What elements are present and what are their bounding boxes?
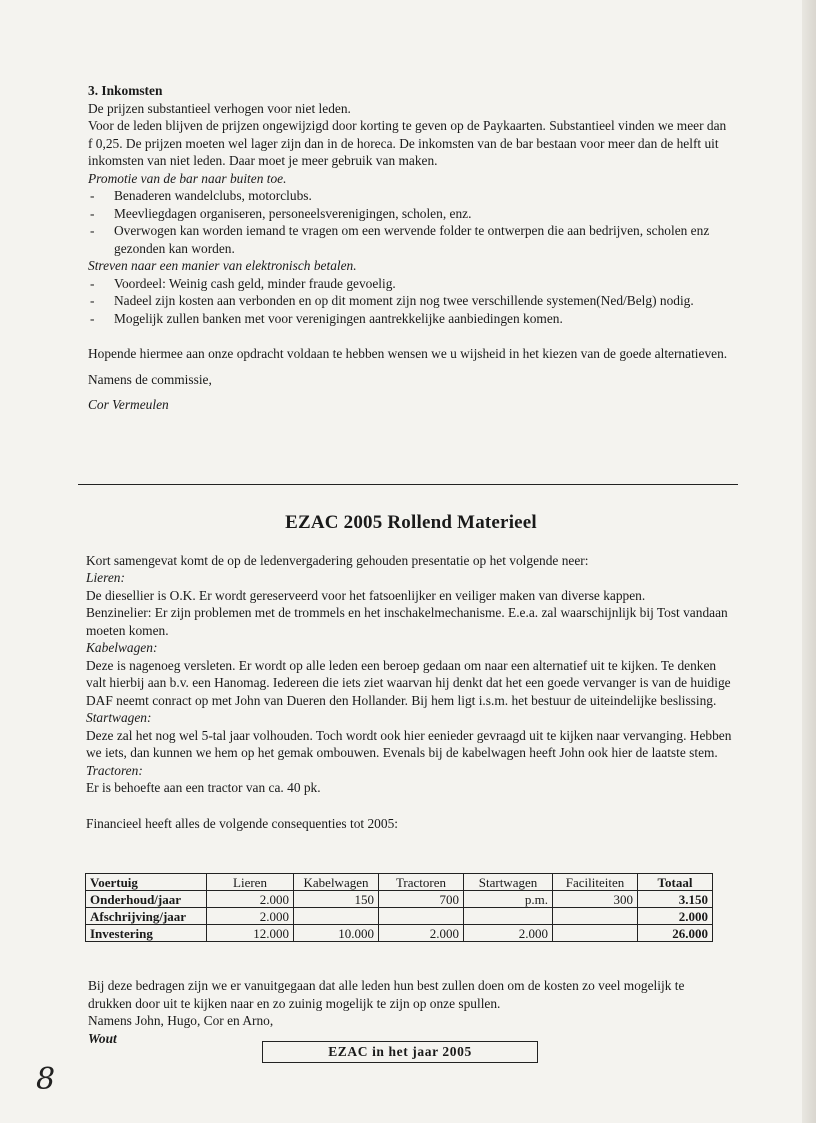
- financial-table: [85, 873, 713, 942]
- subheading-lieren: Lieren:: [86, 570, 125, 585]
- table-cell: [379, 908, 464, 925]
- section-heading: 3. Inkomsten: [88, 83, 163, 98]
- author: Wout: [88, 1030, 117, 1046]
- table-row: [86, 891, 713, 908]
- table-header-row: [86, 874, 713, 891]
- promo-list: [88, 187, 728, 257]
- column-header: Faciliteiten: [553, 874, 638, 891]
- list-item: - Meevliegdagen organiseren, personeelsverenigingen, scholen, enz.: [88, 205, 728, 223]
- table-cell: p.m.: [464, 891, 553, 908]
- financial-intro: Financieel heeft alles de volgende consequenties tot 2005:: [86, 815, 398, 831]
- table-cell: 2.000: [464, 925, 553, 942]
- column-header: Lieren: [207, 874, 294, 891]
- article-title: EZAC 2005 Rollend Materieel: [285, 512, 537, 533]
- closing-section: [88, 977, 728, 1047]
- table-cell: [553, 908, 638, 925]
- table-cell: Investering: [86, 925, 207, 942]
- list-item: - Overwogen kan worden iemand te vragen om een wervende folder te ontwerpen die aan bedrijven, scholen enz gezonden kan worden.: [88, 222, 728, 257]
- table-row: [86, 925, 713, 942]
- paragraph: Deze zal het nog wel 5-tal jaar volhouden. Toch wordt ook hier eenieder gevraagd uit te kijken naar vervanging. Hebben we iets, dan kunnen we hem op het gemak ombouwen. Evenals bij de kabelwagen heeft John ook hier de laatste stem.: [86, 727, 732, 760]
- names-line: Namens John, Hugo, Cor en Arno,: [88, 1013, 274, 1028]
- list-item: - Voordeel: Weinig cash geld, minder fraude gevoelig.: [88, 275, 728, 293]
- paragraph: Deze is nagenoeg versleten. Er wordt op alle leden een beroep gedaan om naar een alternatief uit te kijken. Te denken valt hierbij aan b.v. een Hanomag. Iedereen die iets ziet waarvan hij denkt dat het een goede vervanger is van de huidige DAF neemt conract op met John van Dueren den Hollander. Bij hem ligt i.s.m. het bestuur de uiteindelijke beslissing.: [86, 657, 731, 708]
- table-cell: 150: [294, 891, 379, 908]
- electronic-list: [88, 275, 728, 328]
- table-cell: Afschrijving/jaar: [86, 908, 207, 925]
- list-item: - Nadeel zijn kosten aan verbonden en op dit moment zijn nog twee verschillende systemen(Ned/Belg) nodig.: [88, 292, 728, 310]
- table-cell: 2.000: [379, 925, 464, 942]
- section-rollend-materieel: [86, 514, 736, 832]
- subheading-promotie: Promotie van de bar naar buiten toe.: [88, 170, 287, 186]
- column-header: Totaal: [638, 874, 713, 891]
- table-cell: 2.000: [207, 891, 294, 908]
- table-cell: 700: [379, 891, 464, 908]
- list-item: - Mogelijk zullen banken met voor verenigingen aantrekkelijke aanbiedingen komen.: [88, 310, 728, 328]
- table-cell: [464, 908, 553, 925]
- table-cell: [553, 925, 638, 942]
- column-header: Startwagen: [464, 874, 553, 891]
- section-inkomsten: [88, 82, 728, 414]
- paragraph: De prijzen substantieel verhogen voor niet leden.: [88, 100, 351, 116]
- paragraph: De diesellier is O.K. Er wordt gereserveerd voor het fatsoenlijker en veiliger maken van diverse kappen.: [86, 587, 646, 603]
- table-cell: Onderhoud/jaar: [86, 891, 207, 908]
- table-cell: 10.000: [294, 925, 379, 942]
- subheading-kabelwagen: Kabelwagen:: [86, 640, 158, 655]
- column-header: Voertuig: [86, 874, 207, 891]
- subheading-startwagen: Startwagen:: [86, 710, 152, 725]
- table-cell: [294, 908, 379, 925]
- table-cell: 2.000: [207, 908, 294, 925]
- paragraph: Benzinelier: Er zijn problemen met de trommels en het inschakelmechanisme. E.e.a. zal waarschijnlijk bij Tost vandaan moeten komen.: [86, 605, 728, 638]
- page-number: 8: [36, 1062, 56, 1097]
- subheading-tractoren: Tractoren:: [86, 762, 143, 778]
- table-cell: 300: [553, 891, 638, 908]
- paragraph: Bij deze bedragen zijn we er vanuitgegaan dat alle leden hun best zullen doen om de kosten zo veel mogelijk te drukken door uit te kijken naar en zo zuinig mogelijk te zijn op onze spullen.: [88, 978, 685, 1011]
- section-divider: [78, 484, 738, 485]
- closing-paragraph: Hopende hiermee aan onze opdracht voldaan te hebben wensen we u wijsheid in het kiezen van de goede alternatieven.: [88, 346, 728, 361]
- table-row: [86, 908, 713, 925]
- subheading-elektronisch: Streven naar een manier van elektronisch betalen.: [88, 258, 357, 273]
- signoff: Namens de commissie,: [88, 371, 212, 387]
- paragraph: Voor de leden blijven de prijzen ongewijzigd door korting te geven op de Paykaarten. Substantieel vinden we meer dan f 0,25. De prijzen moeten wel lager zijn dan in de horeca. De inkomsten van de bar bestaan voor meer dan de helft uit inkomsten van niet leden. Daar moet je meer gebruik van maken.: [88, 118, 727, 168]
- page-edge: [802, 0, 816, 1123]
- list-item: - Benaderen wandelclubs, motorclubs.: [88, 187, 728, 205]
- table-cell: 2.000: [638, 908, 713, 925]
- column-header: Tractoren: [379, 874, 464, 891]
- signature: Cor Vermeulen: [88, 397, 169, 412]
- table-cell: 3.150: [638, 891, 713, 908]
- footer-announcement-box: EZAC in het jaar 2005: [262, 1041, 538, 1063]
- table-cell: 12.000: [207, 925, 294, 942]
- column-header: Kabelwagen: [294, 874, 379, 891]
- table-cell: 26.000: [638, 925, 713, 942]
- intro: Kort samengevat komt de op de ledenvergadering gehouden presentatie op het volgende neer:: [86, 552, 589, 568]
- paragraph: Er is behoefte aan een tractor van ca. 40 pk.: [86, 780, 321, 795]
